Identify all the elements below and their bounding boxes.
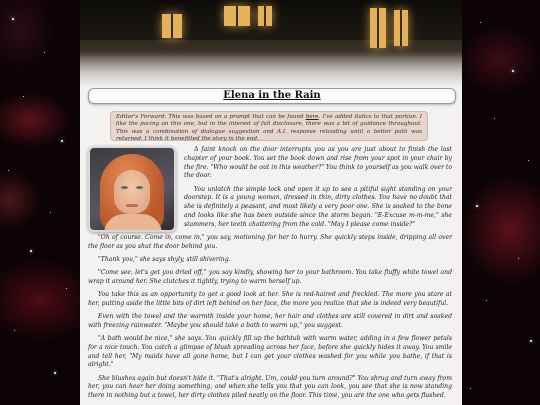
star [12, 18, 14, 20]
star [8, 170, 9, 171]
story-paragraph: "Thank you," she says shyly, still shivering. [98, 255, 231, 263]
story-title: Elena in the Rain [223, 90, 321, 101]
story-paragraph: "A bath would be nice," she says. You quickly fill up the bathtub with warm water, adding in a few flower petals for a nice touch. You catch a glimpse of blush spreading across her face, before she quickly hides it away. You smile and tell her, "My maids have all gone home, but I can get your clothes washed for you while you bathe, if that is alright." [88, 335, 452, 369]
star [512, 70, 514, 72]
prompt-link[interactable]: here [305, 114, 319, 120]
star [476, 205, 478, 207]
story-paragraph: A faint knock on the door interrupts you as you are just about to finish the last chapter of your book. You set the book down and rise from your spot in your chair by the fire. "Who would be out in this weather?" You think to yourself as you walk over to the door. [184, 146, 452, 180]
star [54, 372, 56, 374]
star [518, 258, 519, 259]
editor-note-intro: Editor's Forward: This was based on a prompt that can be found [116, 114, 306, 120]
star [486, 300, 487, 301]
star [14, 330, 15, 331]
lit-window [224, 6, 250, 26]
story-paragraph: She blushes again but doesn't hide it. "That's alright. Um, could you turn around?" You shrug and turn away from her, you can hear her doing something, and when she tells you that you can look, you see that she is now standing there in nothing but a towel, her dirty clothes piled neatly on the floor. This time, you are the one who gets flushed. [88, 374, 452, 400]
portrait-spacer [88, 146, 184, 232]
editor-note-rest: . I've added italics to that portion. I like the pacing on this one, but in the interest of full disclosure, there was a bit of guidance throughout. This was a combination of dialogue suggestion and A.I. response reloading until a better path was returned. I think it benefitted the story in the end. [116, 114, 422, 143]
story-title-bar [88, 88, 456, 104]
star [61, 140, 63, 142]
star [528, 160, 529, 161]
lit-window [394, 10, 408, 46]
header-fade [80, 50, 462, 90]
star [44, 52, 45, 53]
star [30, 250, 32, 252]
story-paragraph: "Come see, let's get you dried off," you say kindly, showing her to your bathroom. You take fluffy white towel and wrap it around her. She clutches it tightly, trying to warm herself up. [88, 269, 452, 285]
story-paragraph: You take this as an opportunity to get a good look at her. She is red-haired and freckled. The more you stare at her, putting aside the little bits of dirt left behind on her face, the more you realize that she is indeed very beautiful. [88, 291, 452, 307]
story-page [80, 86, 462, 405]
lit-window [370, 8, 386, 48]
story-paragraph: Even with the towel and the warmth inside your home, her hair and clothes are still covered in dirt and soaked with freezing rainwater. "Maybe you should take a bath to warm up," you suggest. [88, 313, 452, 329]
star [480, 22, 481, 23]
story-body [88, 146, 452, 405]
editor-note [110, 111, 428, 141]
star [23, 96, 24, 97]
star [494, 118, 495, 119]
lit-window [258, 6, 272, 26]
star [530, 340, 532, 342]
star [50, 212, 51, 213]
story-paragraph: "Oh of course. Come in, come in," you say, motioning for her to hurry. She quickly steps inside, dripping all over the floor as you shut the door behind you. [88, 233, 452, 250]
lit-window [162, 14, 182, 38]
star [66, 288, 67, 289]
star [470, 388, 471, 389]
header-night-house-image [80, 0, 462, 90]
story-paragraph: You unlatch the simple lock and open it up to see a pitiful sight standing on your doorstep. It is a young woman, dressed in thin, dirty clothes. You have no doubt that she is definitely a peasant, and most likely a very poor one. She is soaked to the bone and looks like she has been outside since the storm began. "E-Excuse m-m-me," she stammers, her teeth chattering from the cold. "May I please come inside?" [184, 185, 452, 228]
